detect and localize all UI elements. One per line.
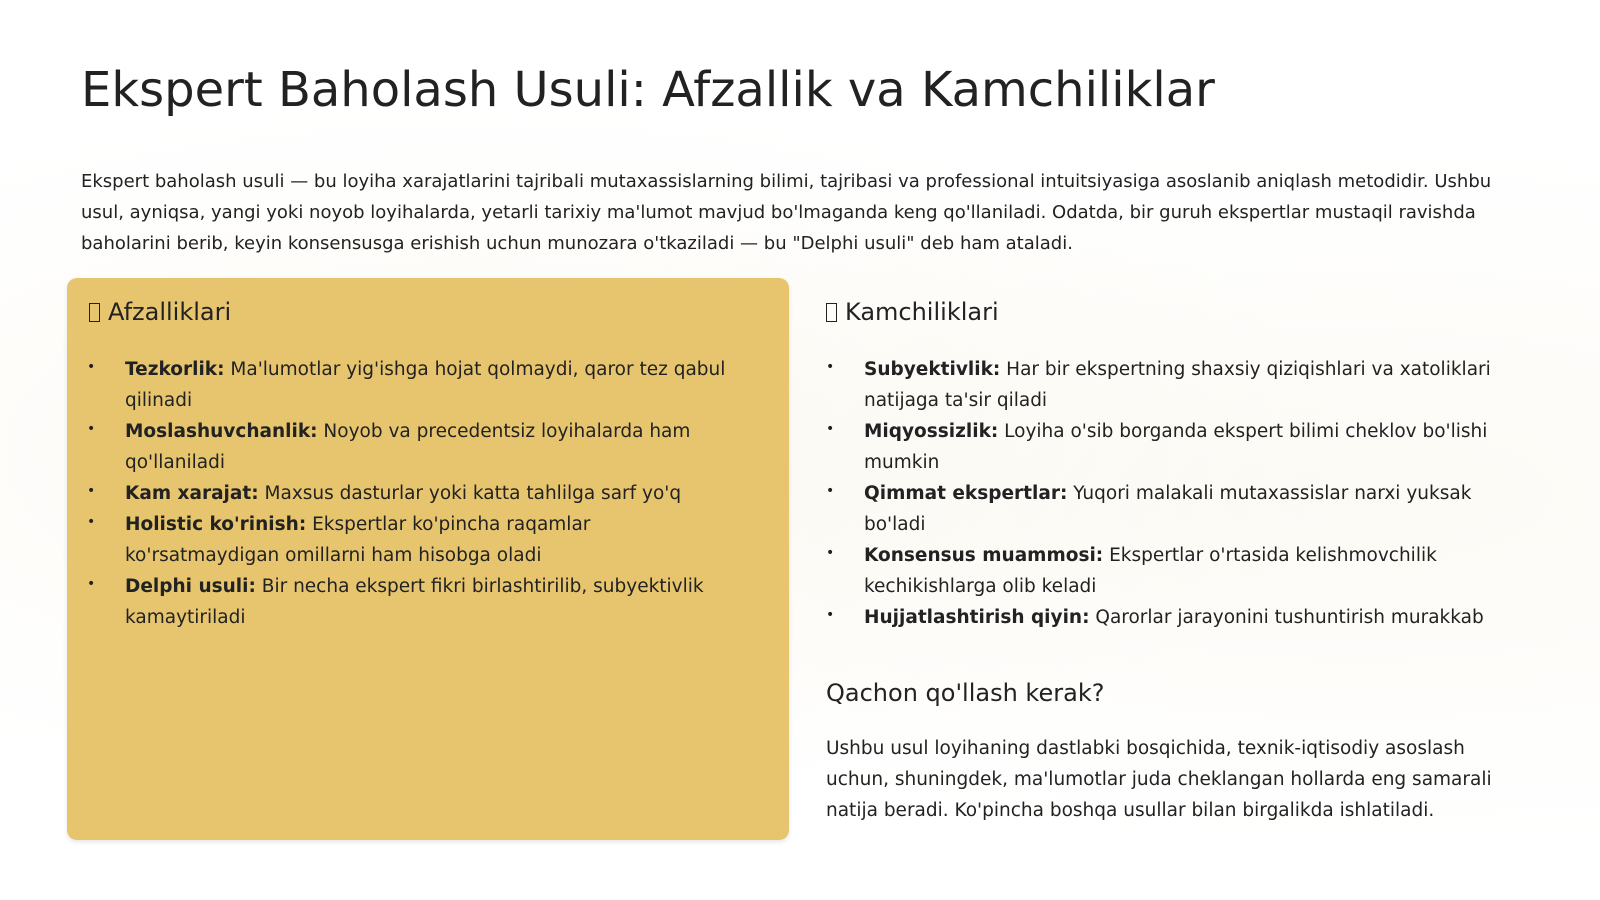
item-text: Har bir ekspertning shaxsiy qiziqishlari va xatoliklari natijaga ta'sir qiladi (864, 359, 1491, 411)
intro-paragraph: Ekspert baholash usuli — bu loyiha xarajatlarini tajribali mutaxassislarning bilimi, tajribasi va professional intuitsiyasiga asoslanib aniqlash metodidir. Ushbu usul, ayniqsa, yangi yoki noyob loyihalarda, yetarli tarixiy ma'lumot mavjud bo'lmaganda keng qo'llaniladi. Odatda, bir guruh ekspertlar mustaqil ravishda baholarini berib, keyin konsensusga erishish uchun munozara o'tkaziladi — bu "Delphi usuli" deb ham ataladi. (81, 171, 1492, 254)
bullet: • (826, 483, 835, 499)
disadvantages-list (826, 354, 1496, 633)
bullet: • (826, 421, 835, 437)
item-term: Moslashuvchanlik: (125, 421, 318, 442)
bullet: • (87, 514, 96, 530)
advantages-list (87, 354, 737, 633)
item-term: Hujjatlashtirish qiyin: (864, 607, 1090, 628)
item-text: Ekspertlar o'rtasida kelishmovchilik kechikishlarga olib keladi (864, 545, 1437, 597)
when-to-use-heading: Qachon qo'llash kerak? (826, 679, 1105, 707)
advantages-heading (89, 298, 231, 326)
list-item (87, 416, 737, 478)
item-term: Konsensus muammosi: (864, 545, 1104, 566)
bullet: • (87, 483, 96, 499)
list-item (87, 354, 737, 416)
item-term: Holistic ko'rinish: (125, 514, 307, 535)
slide-title: Ekspert Baholash Usuli: Afzallik va Kamchiliklar (81, 62, 1215, 118)
list-item (87, 478, 737, 509)
list-item (826, 540, 1496, 602)
item-text: Ekspertlar ko'pincha raqamlar ko'rsatmaydigan omillarni ham hisobga oladi (125, 514, 591, 566)
list-item (826, 478, 1496, 540)
item-term: Qimmat ekspertlar: (864, 483, 1068, 504)
missing-glyph-icon (826, 303, 837, 322)
bullet: • (87, 421, 96, 437)
advantages-card (67, 278, 789, 840)
item-text: Loyiha o'sib borganda ekspert bilimi cheklov bo'lishi mumkin (864, 421, 1488, 473)
bullet: • (87, 576, 96, 592)
list-item (87, 571, 737, 633)
item-term: Subyektivlik: (864, 359, 1001, 380)
item-term: Kam xarajat: (125, 483, 259, 504)
advantages-title: Afzalliklari (108, 298, 232, 326)
item-text: Noyob va precedentsiz loyihalarda ham qo'llaniladi (125, 421, 691, 473)
bullet: • (826, 607, 835, 623)
bullet: • (87, 359, 96, 375)
item-text: Yuqori malakali mutaxassislar narxi yuksak bo'ladi (864, 483, 1472, 535)
item-text: Ma'lumotlar yig'ishga hojat qolmaydi, qaror tez qabul qilinadi (125, 359, 726, 411)
bullet: • (826, 359, 835, 375)
item-term: Delphi usuli: (125, 576, 256, 597)
item-term: Miqyossizlik: (864, 421, 999, 442)
list-item (826, 354, 1496, 416)
item-text: Bir necha ekspert fikri birlashtirilib, subyektivlik kamaytiriladi (125, 576, 704, 628)
item-text: Qarorlar jarayonini tushuntirish murakkab (1089, 607, 1484, 628)
item-text: Maxsus dasturlar yoki katta tahlilga sarf yo'q (258, 483, 682, 504)
list-item (826, 602, 1496, 633)
item-term: Tezkorlik: (125, 359, 225, 380)
bullet: • (826, 545, 835, 561)
list-item (826, 416, 1496, 478)
disadvantages-title: Kamchiliklari (845, 298, 999, 326)
when-to-use-text: Ushbu usul loyihaning dastlabki bosqichida, texnik-iqtisodiy asoslash uchun, shuningdek, ma'lumotlar juda cheklangan hollarda eng samarali natija beradi. Ko'pincha boshqa usullar bilan birgalikda ishlatiladi. (826, 738, 1492, 821)
list-item (87, 509, 737, 571)
disadvantages-heading (826, 298, 999, 326)
missing-glyph-icon (89, 303, 100, 322)
